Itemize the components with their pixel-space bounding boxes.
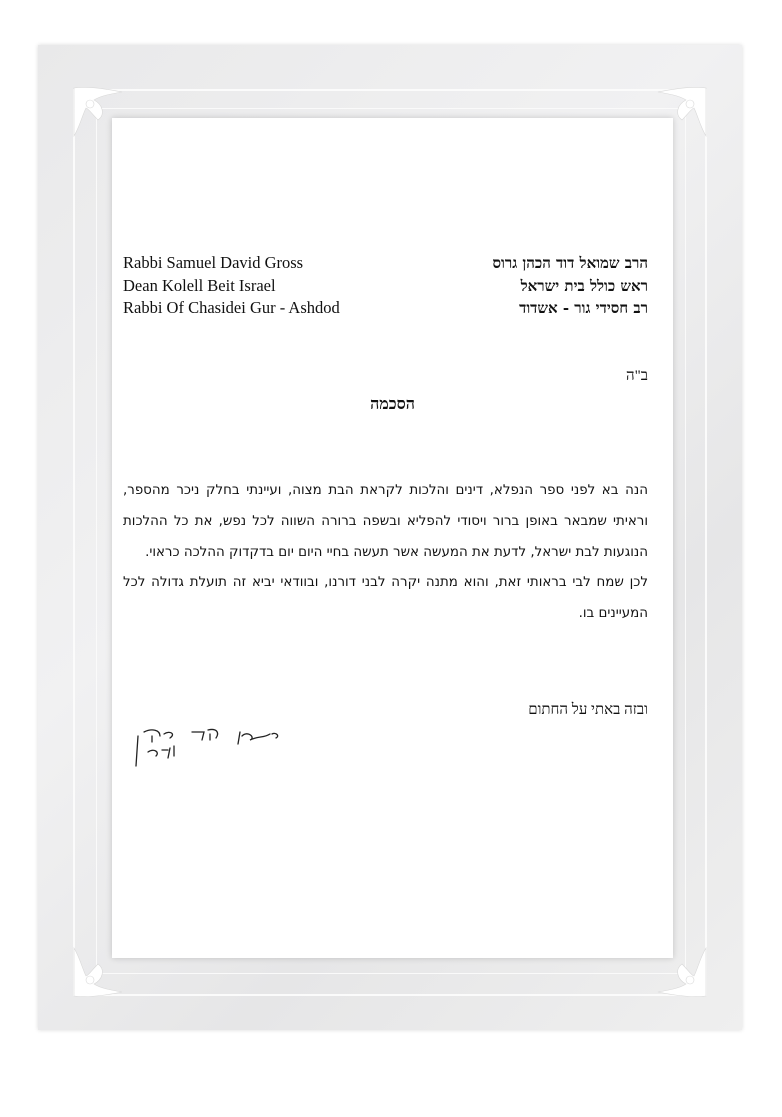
- ornament-top-right-icon: [656, 86, 708, 138]
- body-paragraph: לכן שמח לבי בראותי זאת, והוא מתנה יקרה לבני דורנו, ובוודאי יביא זה תועלת גדולה לכל המעיינים בו.: [123, 575, 648, 622]
- closing-line: ובזה באתי על החתום: [528, 702, 648, 718]
- title-hebrew: ראש כולל בית ישראל: [520, 276, 648, 295]
- bh-mark: ב"ה: [626, 368, 648, 384]
- header-english: [123, 252, 340, 320]
- letter-title: הסכמה: [370, 396, 415, 413]
- ornament-top-left-icon: [72, 86, 124, 138]
- letter-body: [123, 476, 648, 630]
- name-hebrew: הרב שמואל דוד הכהן גרוס: [492, 254, 648, 272]
- position-hebrew: רב חסידי גור - אשדוד: [519, 299, 648, 317]
- ornament-bottom-right-icon: [656, 946, 708, 998]
- title-english: Dean Kolell Beit Israel: [123, 275, 276, 295]
- handwritten-signature: [130, 722, 300, 772]
- ornament-bottom-left-icon: [72, 946, 124, 998]
- header-hebrew: [493, 252, 648, 320]
- name-english: Rabbi Samuel David Gross: [123, 253, 304, 272]
- position-english: Rabbi Of Chasidei Gur - Ashdod: [123, 298, 340, 317]
- body-paragraph: הנה בא לפני ספר הנפלא, דינים והלכות לקראת הבת מצוה, ועיינתי בחלק ניכר מהספר, וראיתי שמבאר באופן ברור ויסודי להפליא ובשפה ברורה השווה לכל נפש, את כל ההלכות הנוגעות לבת ישראל, לדעת את המעשה אשר תעשה בחיי היום יום בדקדוק ההלכה כראוי.: [123, 483, 648, 560]
